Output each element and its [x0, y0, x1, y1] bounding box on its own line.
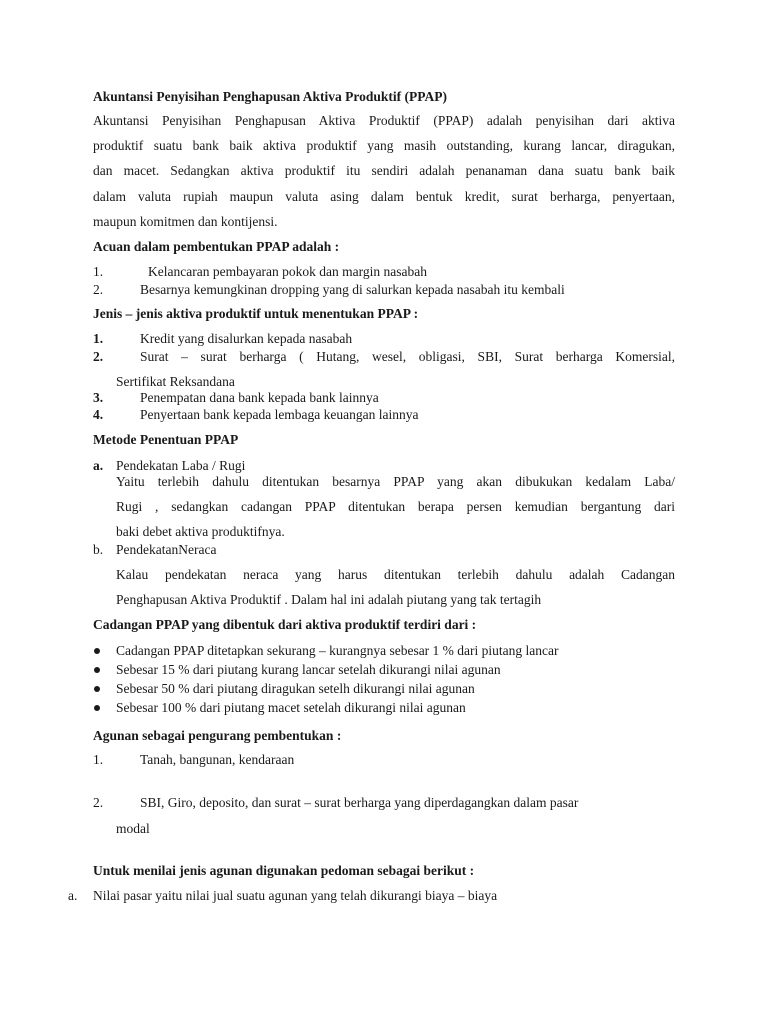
list-number: 3. — [93, 390, 104, 405]
list-item: Kredit yang disalurkan kepada nasabah — [140, 331, 353, 346]
list-item: Sebesar 100 % dari piutang macet setelah dikurangi nilai agunan — [116, 700, 466, 715]
bullet-icon — [94, 648, 100, 654]
list-item: Surat – surat berharga ( Hutang, wesel, obligasi, SBI, Surat berharga Komersial, — [140, 349, 675, 364]
untuk-heading: Untuk menilai jenis agunan digunakan pedoman sebagai berikut : — [93, 863, 475, 878]
metode-heading: Metode Penentuan PPAP — [93, 432, 239, 447]
method-line: baki debet aktiva produktifnya. — [116, 524, 285, 539]
list-item: SBI, Giro, deposito, dan surat – surat berharga yang diperdagangkan dalam pasar — [140, 795, 579, 810]
method-line: Rugi , sedangkan cadangan PPAP ditentukan berapa persen kemudian bergantung dari — [116, 499, 675, 514]
list-item: Penempatan dana bank kepada bank lainnya — [140, 390, 379, 405]
list-item-continuation: Sertifikat Reksandana — [116, 374, 235, 389]
method-line: Penghapusan Aktiva Produktif . Dalam hal ini adalah piutang yang tak tertagih — [116, 592, 542, 607]
page-title: Akuntansi Penyisihan Penghapusan Aktiva Produktif (PPAP) — [93, 89, 447, 104]
list-number: 2. — [93, 282, 104, 297]
list-item: Kelancaran pembayaran pokok dan margin nasabah — [148, 264, 428, 279]
list-number: 1. — [93, 752, 104, 767]
intro-line: dan macet. Sedangkan aktiva produktif itu sendiri adalah penanaman dana suatu bank baik — [93, 163, 675, 178]
list-item: Sebesar 15 % dari piutang kurang lancar setelah dikurangi nilai agunan — [116, 662, 501, 677]
bullet-icon — [94, 667, 100, 673]
bullet-icon — [94, 686, 100, 692]
method-title: Pendekatan Laba / Rugi — [116, 458, 246, 473]
jenis-heading: Jenis – jenis aktiva produktif untuk menentukan PPAP : — [93, 306, 419, 321]
list-item: Tanah, bangunan, kendaraan — [140, 752, 295, 767]
intro-line: produktif suatu bank baik aktiva produktif yang masih outstanding, kurang lancar, diragukan, — [93, 138, 675, 153]
list-number: 2. — [93, 349, 104, 364]
method-line: Kalau pendekatan neraca yang harus ditentukan terlebih dahulu adalah Cadangan — [116, 567, 675, 582]
intro-line: dalam valuta rupiah maupun valuta asing dalam bentuk kredit, surat berharga, penyertaan, — [93, 189, 675, 204]
list-item: Nilai pasar yaitu nilai jual suatu agunan yang telah dikurangi biaya – biaya — [93, 888, 498, 903]
list-label: b. — [93, 542, 104, 557]
method-title: PendekatanNeraca — [116, 542, 217, 557]
list-number: 4. — [93, 407, 104, 422]
list-item: Cadangan PPAP ditetapkan sekurang – kurangnya sebesar 1 % dari piutang lancar — [116, 643, 559, 658]
list-item: Penyertaan bank kepada lembaga keuangan lainnya — [140, 407, 419, 422]
agunan-heading: Agunan sebagai pengurang pembentukan : — [93, 728, 342, 743]
list-item-continuation: modal — [116, 821, 150, 836]
list-number: 2. — [93, 795, 104, 810]
list-item: Sebesar 50 % dari piutang diragukan setelh dikurangi nilai agunan — [116, 681, 475, 696]
bullet-icon — [94, 705, 100, 711]
list-number: 1. — [93, 331, 104, 346]
intro-line: Akuntansi Penyisihan Penghapusan Aktiva Produktif (PPAP) adalah penyisihan dari aktiva — [93, 113, 675, 128]
list-item: Besarnya kemungkinan dropping yang di salurkan kepada nasabah itu kembali — [140, 282, 565, 297]
list-number: 1. — [93, 264, 104, 279]
cadangan-heading: Cadangan PPAP yang dibentuk dari aktiva produktif terdiri dari : — [93, 617, 477, 632]
acuan-heading: Acuan dalam pembentukan PPAP adalah : — [93, 239, 340, 254]
intro-line: maupun komitmen dan kontijensi. — [93, 214, 278, 229]
list-label: a. — [68, 888, 78, 903]
list-label: a. — [93, 458, 104, 473]
method-line: Yaitu terlebih dahulu ditentukan besarnya PPAP yang akan dibukukan kedalam Laba/ — [116, 474, 675, 489]
